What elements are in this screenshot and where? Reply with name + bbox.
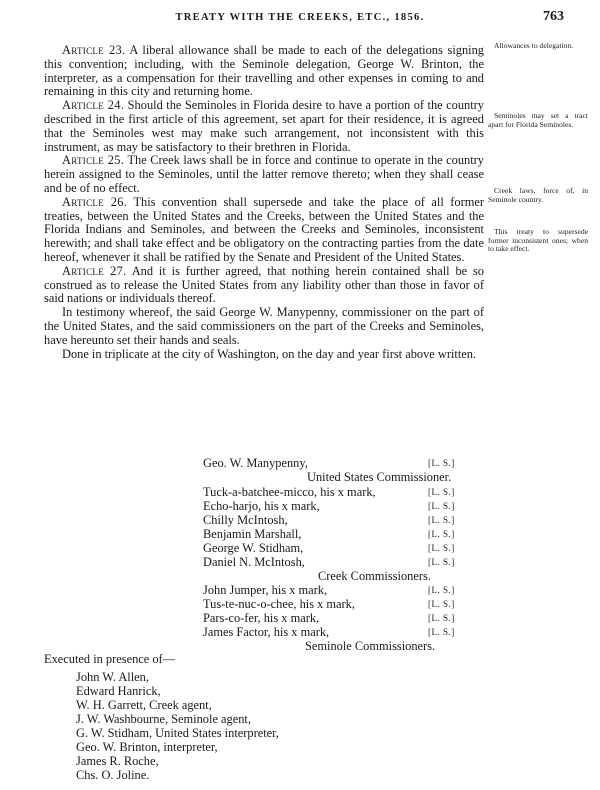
signatory-name: Benjamin Marshall,: [203, 527, 302, 541]
signature-row: [0, 597, 600, 611]
signatory-name: George W. Stidham,: [203, 541, 304, 555]
witness-name: John W. Allen,: [76, 670, 149, 684]
witness-name: W. H. Garrett, Creek agent,: [76, 698, 212, 712]
witness-name: G. W. Stidham, United States interpreter,: [76, 726, 279, 740]
page-number: 763: [543, 9, 564, 24]
article-text: Should the Seminoles in Florida desire to have a portion of the country described in the first article of this agreement, set apart for their residence, it is agreed that the Seminoles west may make such arrangement, not inconsistent with this instrument, as may be satisfactory to their brethren in Florida.: [44, 98, 484, 154]
article-label: Article 27.: [62, 263, 127, 278]
signature-row: [0, 499, 600, 513]
seal-mark: [L. S.]: [428, 487, 455, 497]
article-label: Article 26.: [62, 194, 128, 209]
treaty-body: [44, 44, 484, 361]
article-24: [44, 99, 484, 154]
witness-name: Edward Hanrick,: [76, 684, 161, 698]
article-label: Article 23.: [62, 43, 126, 57]
article-25: [44, 154, 484, 195]
running-title: TREATY WITH THE CREEKS, ETC., 1856.: [175, 12, 425, 23]
witness-name: Geo. W. Brinton, interpreter,: [76, 740, 218, 754]
page-header: [0, 6, 600, 28]
article-23: [44, 44, 484, 99]
seal-mark: [L. S.]: [428, 585, 455, 595]
witness-name: J. W. Washbourne, Seminole agent,: [76, 712, 251, 726]
signatory-name: Pars-co-fer, his x mark,: [203, 611, 320, 625]
margin-note-creek-laws: Creek laws, force of, in Seminole country.: [488, 186, 588, 204]
signatory-name: Tuck-a-batchee-micco, his x mark,: [203, 485, 376, 499]
testimony-paragraph: In testimony whereof, the said George W. Manypenny, commissioner on the part of the United States, and the said commissioners on the part of the Creeks and Seminoles, have hereunto set their hands and seals.: [44, 305, 484, 347]
signatory-name: Geo. W. Manypenny,: [203, 456, 308, 470]
seal-mark: [L. S.]: [428, 515, 455, 525]
witness-name: James R. Roche,: [76, 754, 159, 768]
seal-mark: [L. S.]: [428, 599, 455, 609]
article-27: [44, 265, 484, 306]
seal-mark: [L. S.]: [428, 501, 455, 511]
article-26: [44, 196, 484, 265]
seal-mark: [L. S.]: [428, 613, 455, 623]
seal-mark: [L. S.]: [428, 627, 455, 637]
article-text: The Creek laws shall be in force and continue to operate in the country herein assigned to the Seminoles, until the latter remove thereto; when they shall cease and be of no effect.: [44, 153, 484, 195]
us-commissioner-label: United States Commissioner.: [307, 470, 452, 484]
signature-row: [0, 541, 600, 555]
signatory-name: Echo-harjo, his x mark,: [203, 499, 320, 513]
signatory-name: Chilly McIntosh,: [203, 513, 288, 527]
signatory-name: James Factor, his x mark,: [203, 625, 330, 639]
done-paragraph: Done in triplicate at the city of Washington, on the day and year first above written.: [62, 346, 477, 361]
seal-mark: [L. S.]: [428, 458, 455, 468]
signature-row: [0, 456, 600, 470]
article-label: Article 25.: [62, 153, 125, 168]
signatory-name: Daniel N. McIntosh,: [203, 555, 305, 569]
witness-name: Chs. O. Joline.: [76, 768, 150, 782]
seal-mark: [L. S.]: [428, 529, 455, 539]
seal-mark: [L. S.]: [428, 543, 455, 553]
creek-commissioners-label: Creek Commissioners.: [318, 569, 431, 583]
signatory-name: John Jumper, his x mark,: [203, 583, 328, 597]
margin-note-supersede: This treaty to supersede former inconsistent ones; when to take effect.: [488, 227, 588, 254]
executed-heading: Executed in presence of—: [44, 652, 176, 666]
article-text: And it is further agreed, that nothing herein contained shall be so construed as to release the United States from any liability other than those in favor of said nations or individuals thereof.: [44, 263, 484, 306]
seminole-commissioners-label: Seminole Commissioners.: [305, 639, 436, 653]
signature-row: [0, 611, 600, 625]
signature-row: [0, 485, 600, 499]
signature-row: [0, 513, 600, 527]
signature-row: [0, 625, 600, 639]
article-text: A liberal allowance shall be made to each of the delegations signing this convention; including, with the Seminole delegation, George W. Brinton, the interpreter, as a compensation for their travelling and other expenses in coming to and remaining in this city and returning home.: [44, 43, 484, 99]
article-text: This convention shall supersede and take the place of all former treaties, between the United States and the Creeks, between the United States and the Florida Indians and Seminoles, and between the Creeks and Seminoles, inconsistent herewith; and shall take effect and be obligatory on the contracting parties from the date hereof, whenever it shall be ratified by the Senate and President of the United States.: [44, 194, 484, 264]
seal-mark: [L. S.]: [428, 557, 455, 567]
signature-row: [0, 583, 600, 597]
margin-note-florida-seminoles: Seminoles may set a tract apart for Florida Seminoles.: [488, 111, 588, 129]
signature-row: [0, 555, 600, 569]
margin-note-allowances: Allowances to delegation.: [494, 41, 574, 50]
article-label: Article 24.: [62, 98, 125, 113]
signature-row: [0, 527, 600, 541]
signatory-name: Tus-te-nuc-o-chee, his x mark,: [203, 597, 355, 611]
